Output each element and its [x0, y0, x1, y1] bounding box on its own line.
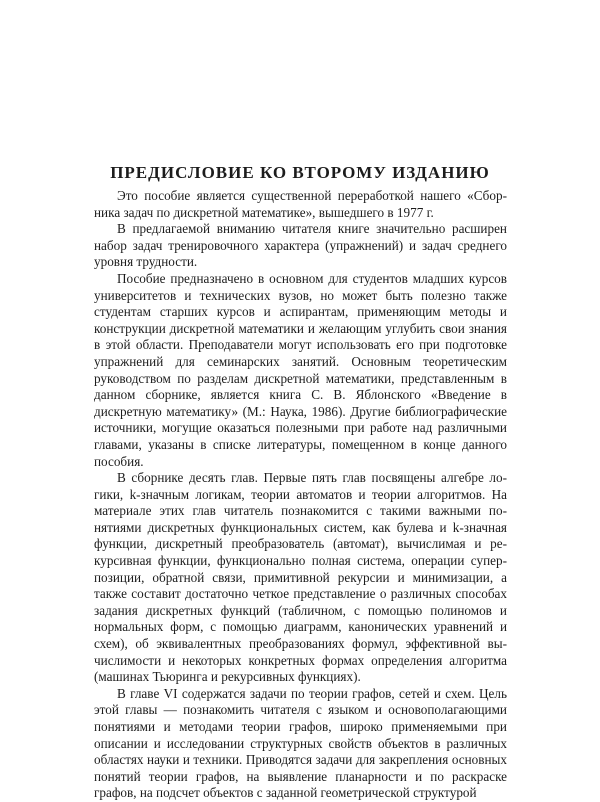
page-title: ПРЕДИСЛОВИЕ КО ВТОРОМУ ИЗДАНИЮ: [110, 163, 490, 182]
preface-body: [94, 188, 507, 802]
paragraph: Пособие предназначено в основном для студентов младших курсов университетов и технических вузов, но может быть полезно также студентам старших курсов и аспирантам, применяющим методы и конструкции дискретной математики и желающим углубить свои знания в этой области. Преподаватели могут использовать его при подготовке упражнений для семинарских занятий. Основным теоретическим руководством по разделам дискретной математики, представленным в данном сборнике, является книга С. В. Яблонского «Введение в дискретную математику» (М.: Наука, 1986). Другие библиографические источники, могущие оказаться полезными при работе над различными главами, указаны в списке литературы, помещенном в конце данного пособия.: [94, 270, 507, 469]
paragraph: Это пособие является существенной переработкой нашего «Сборника задач по дискретной математике», вышедшего в 1977 г.: [94, 188, 507, 220]
paragraph: В сборнике десять глав. Первые пять глав посвящены алгебре логики, k-значным логикам, теории автоматов и теории алгоритмов. На материале этих глав читатель познакомится с такими важными понятиями дискретных функциональных систем, как булева и k-значная функции, дискретный преобразователь (автомат), вычислимая и рекурсивная функции, функционально полная система, операции суперпозиции, обратной связи, примитивной рекурсии и минимизации, а также составит достаточно четкое представление о различных способах задания дискретных функций (табличном, с помощью полиномов и нормальных форм, с помощью диаграмм, канонических уравнений и схем), об эквивалентных преобразованиях формул, эффективной вычислимости и некоторых конкретных формах определения алгоритма (машинах Тьюринга и рекурсивных функциях).: [94, 470, 507, 685]
paragraph: В предлагаемой вниманию читателя книге значительно расширен набор задач тренировочного характера (упражнений) и задач среднего уровня трудности.: [94, 221, 507, 270]
paragraph: В главе VI содержатся задачи по теории графов, сетей и схем. Цель этой главы — познакомить читателя с языком и основополагающими понятиями и методами теории графов, широко применяемыми при описании и исследовании структурных свойств объектов в различных областях науки и техники. Приводятся задачи для закрепления основных понятий теории графов, на выявление планарности и по раскраске графов, на подсчет объектов с заданной геометрической структурой: [94, 685, 507, 801]
